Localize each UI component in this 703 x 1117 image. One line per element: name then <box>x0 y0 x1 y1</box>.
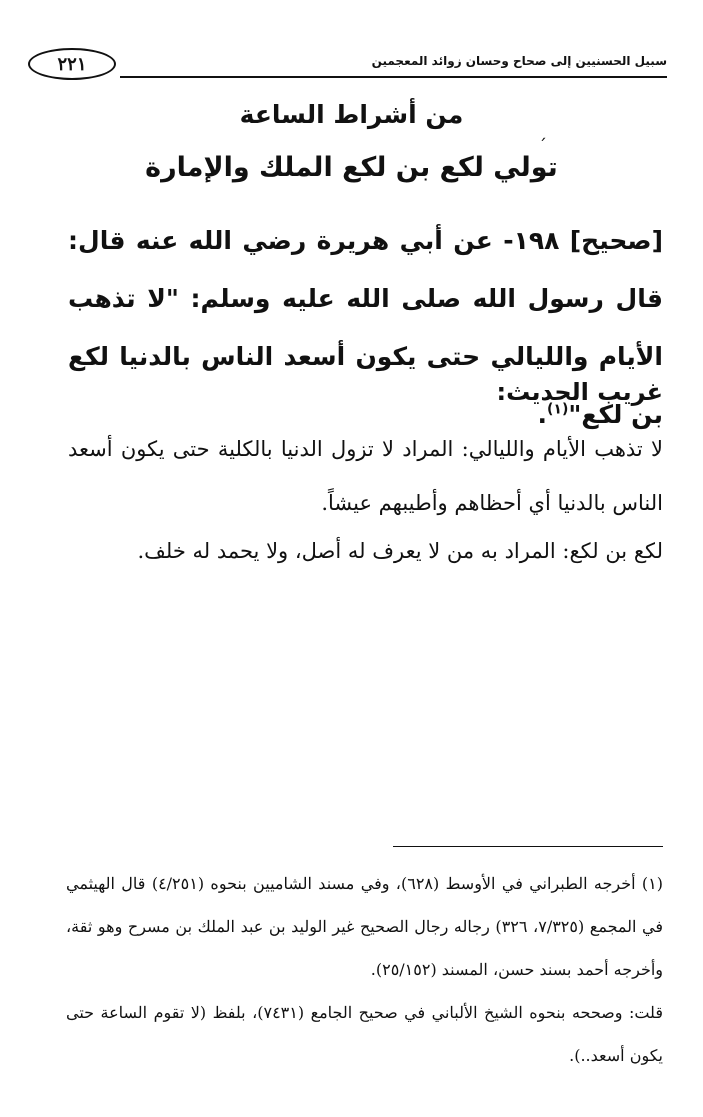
footnote-1: (١) أخرجه الطبراني في الأوسط (٦٢٨)، وفي مسند الشاميين بنحوه (٤/٢٥١) قال الهيثمي في المجمع (٧/٣٢٥، ٣٢٦) رجاله رجال الصحيح غير الوليد بن عبد الملك بن مسرح وهو ثقة، وأخرجه أحمد بسند حسن، المسند (٢٥/١٥٢). <box>66 874 664 979</box>
page-header <box>28 44 667 84</box>
footnote-rule <box>393 846 663 847</box>
gharib-paragraph-1: لا تذهب الأيام والليالي: المراد لا تزول الدنيا بالكلية حتى يكون أسعد الناس بالدنيا أي أحظاهم وأطيبهم عيشاً. <box>68 437 663 515</box>
tick-mark: ´ <box>538 136 547 157</box>
section-title: من أشراط الساعة <box>239 100 464 129</box>
footnotes <box>66 862 663 1077</box>
footnote-2: قلت: وصححه بنحوه الشيخ الألباني في صحيح الجامع (٧٤٣١)، بلفظ (لا تقوم الساعة حتى يكون أسعد..). <box>66 1003 663 1065</box>
gharib-paragraph-2: لكع بن لكع: المراد به من لا يعرف له أصل، ولا يحمد له خلف. <box>137 539 663 563</box>
hadith-body: - عن أبي هريرة رضي الله عنه قال: قال رسول الله صلى الله عليه وسلم: "لا تذهب الأيام والليالي حتى يكون أسعد الناس بالدنيا لكع بن لكع" <box>68 226 663 429</box>
running-title: سبيل الحسنيين إلى صحاح وحسان زوائد المعجمين <box>371 54 667 68</box>
hadith-text <box>68 212 663 444</box>
footnote-ref: (١) <box>547 401 569 418</box>
page-number: ٢٢١ <box>28 48 116 80</box>
hadith-grade: [صحيح] <box>569 226 663 255</box>
hadith-number: ١٩٨ <box>513 226 560 255</box>
gharib-title: غريب الحديث: <box>496 378 663 406</box>
hadith-end: . <box>537 400 548 429</box>
chapter-title: تولي لكع بن لكع الملك والإمارة <box>145 152 558 183</box>
header-rule <box>120 76 667 78</box>
